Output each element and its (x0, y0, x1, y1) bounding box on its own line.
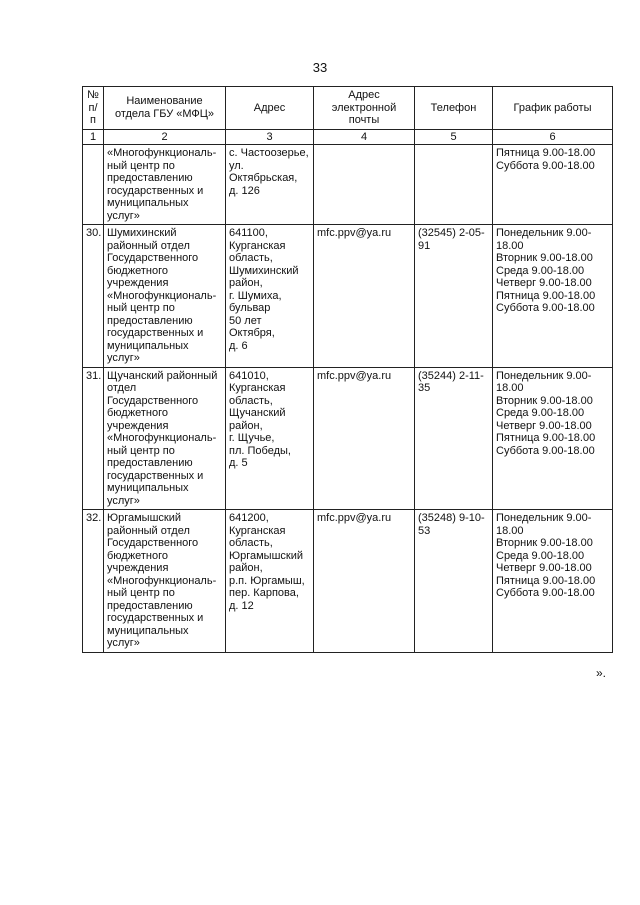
address: с. Частоозерье, ул. Октябрьская, д. 126 (226, 145, 314, 225)
phone: (32545) 2-05- 91 (415, 225, 493, 368)
column-number: 2 (104, 129, 226, 145)
column-number-row (83, 129, 613, 145)
column-number: 3 (226, 129, 314, 145)
email: mfc.ppv@ya.ru (314, 510, 415, 653)
address: 641200, Курганская область, Юргамышский район, р.п. Юргамыш, пер. Карпова, д. 12 (226, 510, 314, 653)
row-number (83, 145, 104, 225)
department-name: Юргамышский районный отдел Государственного бюджетного учреждения «Многофункциональ- ный центр по предоставлению государственных и муниципальных услуг» (104, 510, 226, 653)
table-row (83, 510, 613, 653)
email (314, 145, 415, 225)
column-number: 5 (415, 129, 493, 145)
phone: (35248) 9-10- 53 (415, 510, 493, 653)
header-schedule: График работы (493, 87, 613, 130)
email: mfc.ppv@ya.ru (314, 225, 415, 368)
address: 641100, Курганская область, Шумихинский район, г. Шумиха, бульвар 50 лет Октября, д. 6 (226, 225, 314, 368)
header-address: Адрес (226, 87, 314, 130)
page-number: 33 (312, 60, 328, 75)
row-number: 30. (83, 225, 104, 368)
table-row (83, 225, 613, 368)
department-name: «Многофункциональ- ный центр по предоставлению государственных и муниципальных услуг» (104, 145, 226, 225)
column-number: 1 (83, 129, 104, 145)
header-phone: Телефон (415, 87, 493, 130)
column-number: 4 (314, 129, 415, 145)
mfc-schedule-table (82, 86, 613, 653)
work-schedule: Понедельник 9.00- 18.00 Вторник 9.00-18.00 Среда 9.00-18.00 Четверг 9.00-18.00 Пятница 9.00-18.00 Суббота 9.00-18.00 (493, 510, 613, 653)
header-num: № п/п (83, 87, 104, 130)
header-email: Адрес электронной почты (314, 87, 415, 130)
row-number: 31. (83, 367, 104, 510)
address: 641010, Курганская область, Щучанский район, г. Щучье, пл. Победы, д. 5 (226, 367, 314, 510)
phone: (35244) 2-11- 35 (415, 367, 493, 510)
phone (415, 145, 493, 225)
department-name: Щучанский районный отдел Государственного бюджетного учреждения «Многофункциональ- ный центр по предоставлению государственных и муниципальных услуг» (104, 367, 226, 510)
work-schedule: Понедельник 9.00- 18.00 Вторник 9.00-18.00 Среда 9.00-18.00 Четверг 9.00-18.00 Пятница 9.00-18.00 Суббота 9.00-18.00 (493, 367, 613, 510)
column-number: 6 (493, 129, 613, 145)
table-header-row (83, 87, 613, 130)
row-number: 32. (83, 510, 104, 653)
table-row (83, 367, 613, 510)
header-department-name: Наименование отдела ГБУ «МФЦ» (104, 87, 226, 130)
email: mfc.ppv@ya.ru (314, 367, 415, 510)
department-name: Шумихинский районный отдел Государственного бюджетного учреждения «Многофункциональ- ный центр по предоставлению государственных и муниципальных услуг» (104, 225, 226, 368)
work-schedule: Понедельник 9.00- 18.00 Вторник 9.00-18.00 Среда 9.00-18.00 Четверг 9.00-18.00 Пятница 9.00-18.00 Суббота 9.00-18.00 (493, 225, 613, 368)
closing-quote-mark: ». (596, 666, 607, 680)
table-row (83, 145, 613, 225)
work-schedule: Пятница 9.00-18.00 Суббота 9.00-18.00 (493, 145, 613, 225)
